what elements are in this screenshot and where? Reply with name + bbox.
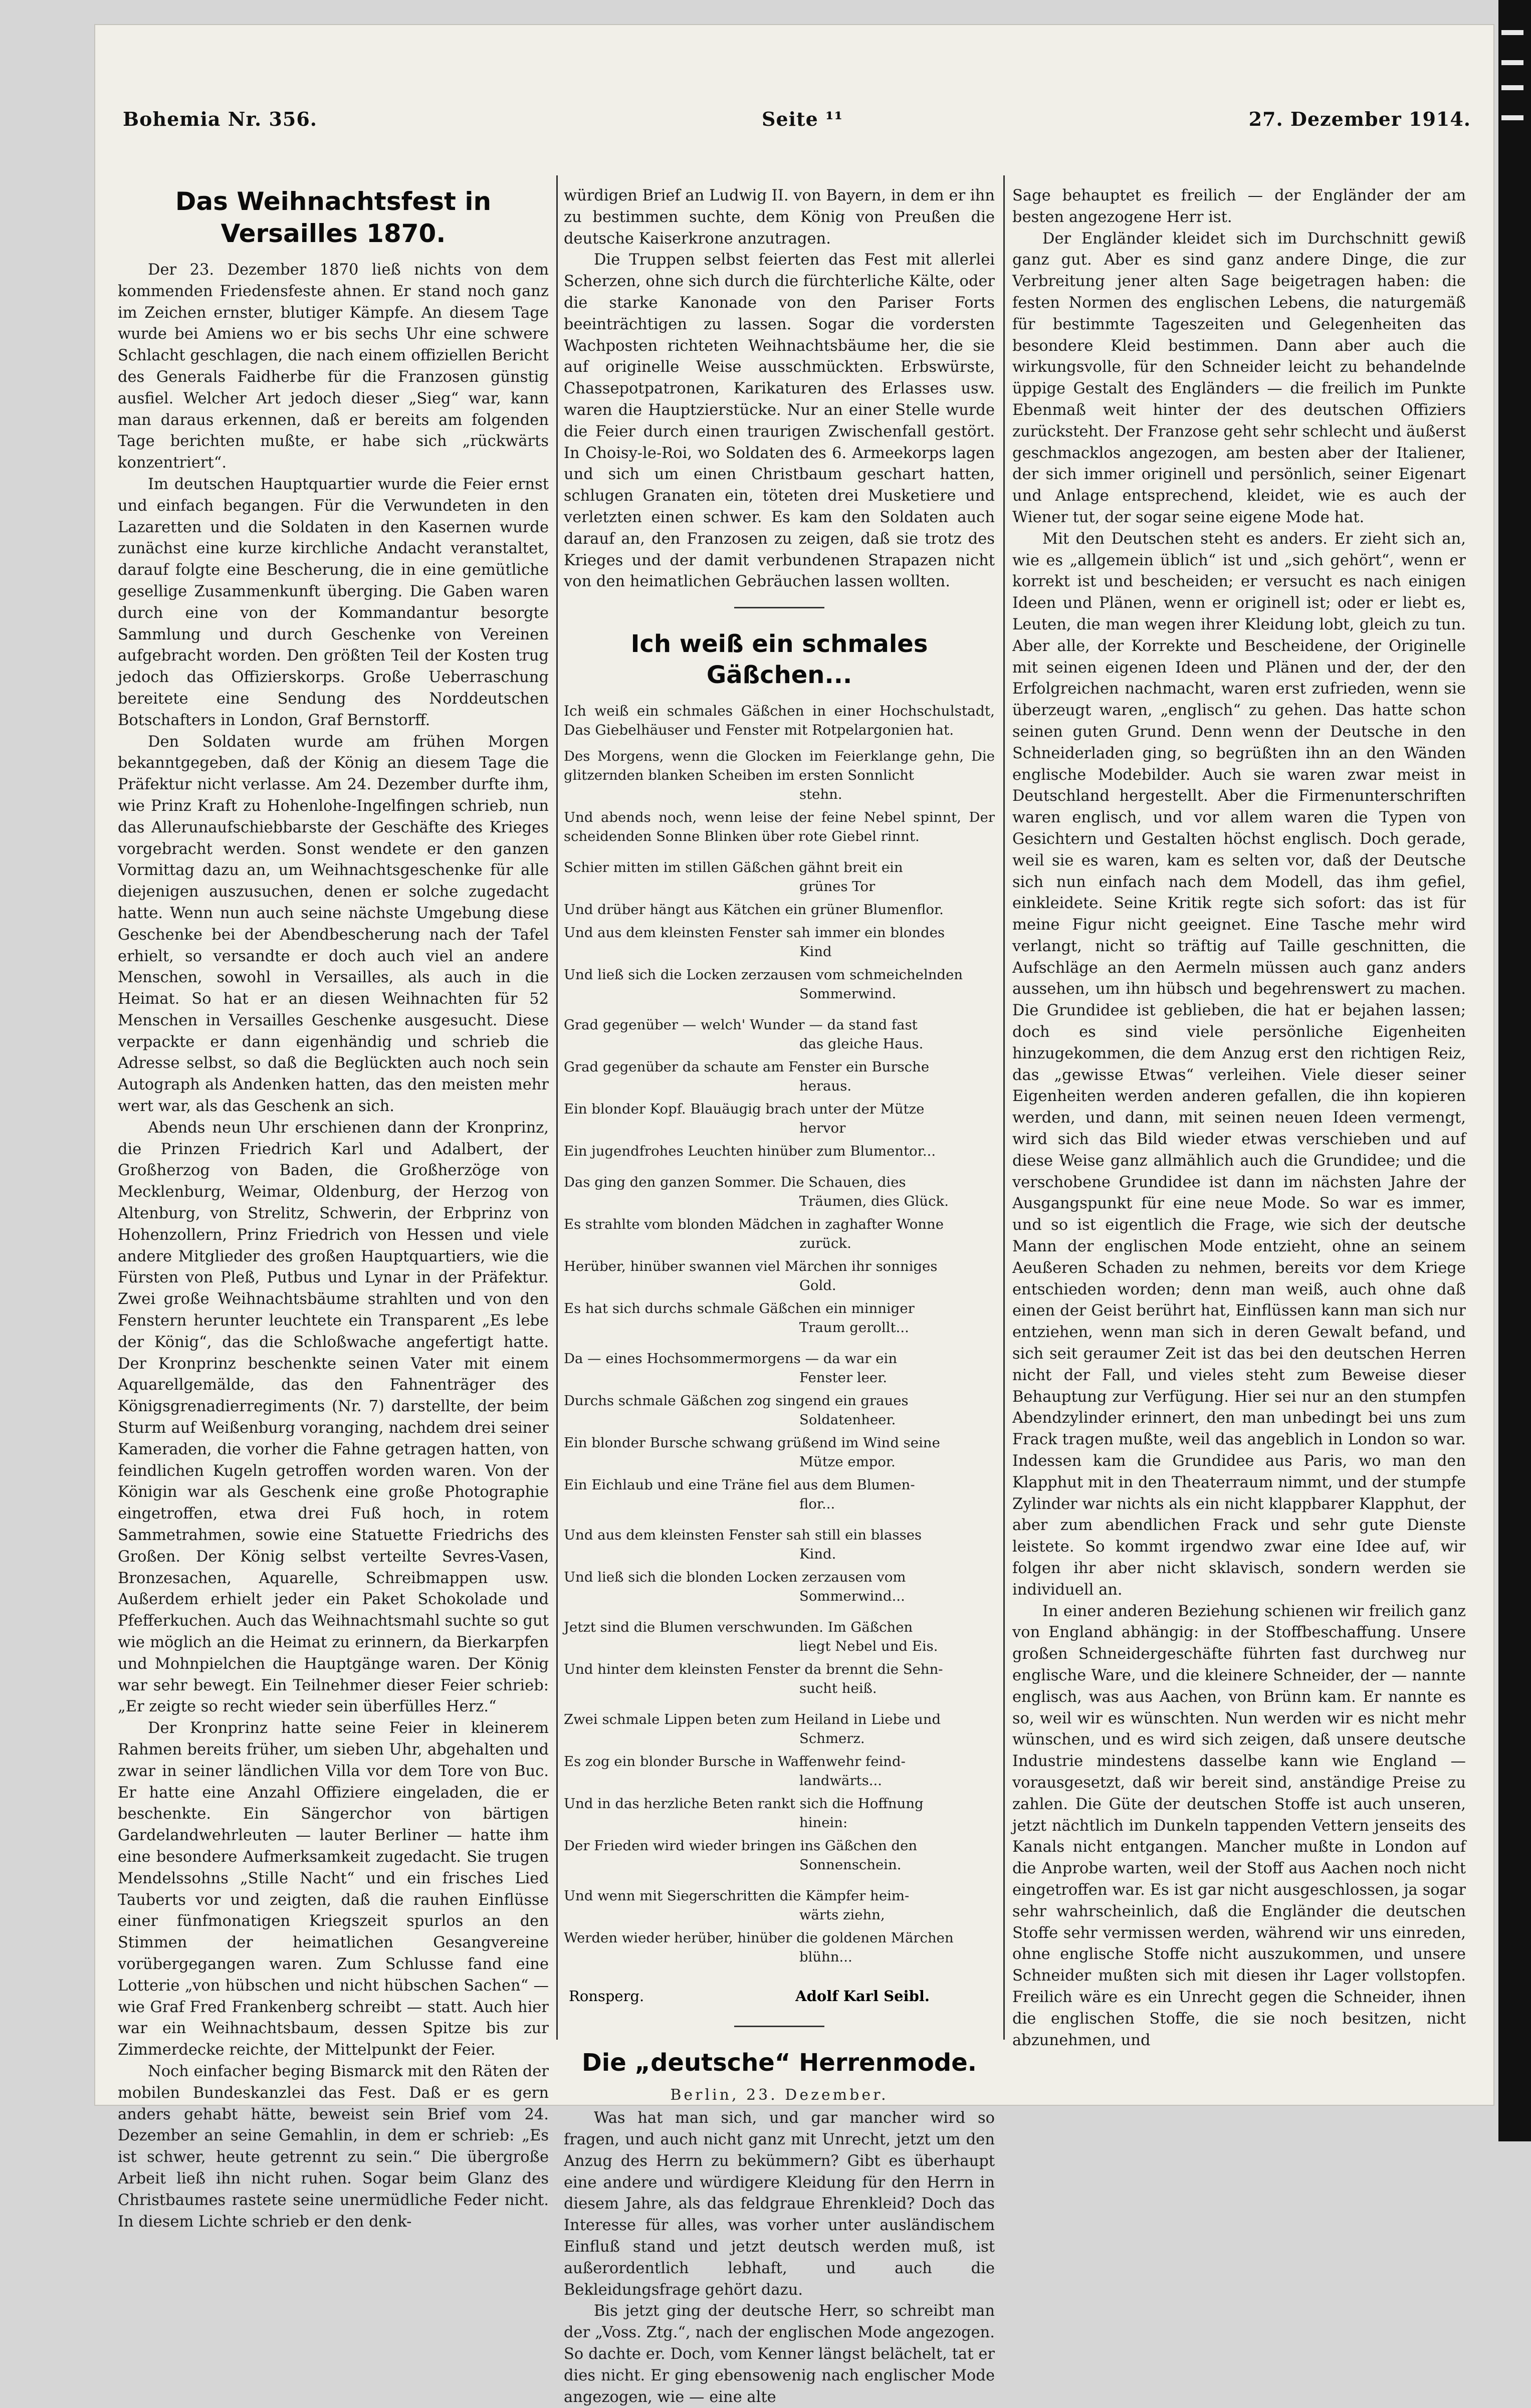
page-number: Seite ¹¹	[762, 108, 843, 130]
column-rule-right	[1003, 175, 1005, 2040]
poem-line-continuation: Gold.	[799, 1277, 836, 1294]
poem-line	[564, 1752, 995, 1790]
poem-line	[564, 1015, 995, 1053]
poem-line-continuation: Kind.	[799, 1546, 836, 1563]
poem-line-continuation: Mütze empor.	[799, 1454, 896, 1470]
section-divider	[734, 607, 824, 608]
binding-edge	[1498, 0, 1531, 2141]
article-dateline: Berlin, 23. Dezember.	[670, 2086, 889, 2104]
poem-line-text: Es hat sich durchs schmale Gäßchen ein minniger	[564, 1300, 915, 1317]
poem-line-text: Und hinter dem kleinsten Fenster da brennt die Sehn-	[564, 1661, 943, 1678]
poem-line-continuation: Traum gerollt...	[799, 1320, 909, 1336]
poem-line-text: Ein jugendfrohes Leuchten hinüber zum Blumentor...	[564, 1143, 936, 1160]
poem-line	[564, 923, 995, 961]
poem-line-text: Herüber, hinüber swannen viel Märchen ihr sonniges	[564, 1258, 938, 1275]
poem-line-text: Grad gegenüber da schaute am Fenster ein Bursche	[564, 1059, 930, 1075]
poem-line-text: Und in das herzliche Beten rankt sich die Hoffnung	[564, 1796, 924, 1812]
poem-line-text: Und ließ sich die blonden Locken zerzausen vom	[564, 1569, 906, 1586]
publication-issue: Bohemia Nr. 356.	[123, 108, 318, 130]
issue-date: 27. Dezember 1914.	[1248, 108, 1471, 130]
poem-line	[564, 808, 995, 846]
stanza-break	[564, 1161, 995, 1169]
poem-line-text: Es strahlte vom blonden Mädchen in zaghafter Wonne	[564, 1216, 944, 1233]
article-body-weihnachtsfest	[118, 260, 549, 2233]
poem-line-continuation: wärts ziehn,	[799, 1907, 885, 1923]
poem-line	[564, 1660, 995, 1698]
poem-line	[564, 965, 995, 1003]
poem-line	[564, 1836, 995, 1874]
poem-line-continuation: sucht heiß.	[799, 1680, 877, 1697]
stanza-break	[564, 1874, 995, 1882]
poem-line-continuation: Soldatenheer.	[799, 1412, 896, 1428]
poem-line	[564, 1568, 995, 1606]
poem-line	[564, 1433, 995, 1471]
poem-signature	[564, 1988, 995, 2012]
poem-line-text: Zwei schmale Lippen beten zum Heiland in Liebe und	[564, 1711, 941, 1728]
poem-line	[564, 900, 995, 919]
paragraph: Der 23. Dezember 1870 ließ nichts von dem kommenden Friedensfeste ahnen. Er stand noch ganz im Zeichen ernster, blutiger Kämpfe. An diesem Tage wurde bei Amiens wo er bis sechs Uhr eine schwere Schlacht geschlagen, die nach einem offiziellen Bericht des Generals Faidherbe für die Franzosen günstig ausfiel. Welcher Art jedoch dieser „Sieg“ war, kann man daraus erkennen, daß er bereits am folgenden Tage berichten mußte, er habe sich „rückwärts konzentriert“.	[118, 261, 549, 472]
column-3	[1012, 185, 1466, 2051]
column-rule-left	[556, 175, 558, 2040]
poem-line-text: Durchs schmale Gäßchen zog singend ein graues	[564, 1393, 909, 1409]
poem-line-text: Ein blonder Bursche schwang grüßend im Wind seine	[564, 1435, 940, 1451]
poem-place: Ronsperg.	[569, 1988, 644, 2005]
newspaper-page	[95, 25, 1493, 2406]
paragraph: Der Kronprinz hatte seine Feier in kleinerem Rahmen bereits früher, um sieben Uhr, abgehalten und zwar in seiner ländlichen Villa vor dem Tore von Buc. Er hatte eine Anzahl Offiziere eingeladen, die er beschenkte. Ein Sängerchor von bärtigen Gardelandwehrleuten — lauter Berliner — hatte ihm eine besondere Aufmerksamkeit zugedacht. Sie trugen Mendelssohns „Stille Nacht“ und ein frisches Lied Tauberts vor und zeigten, daß die rauhen Einflüsse einer fünfmonatigen Kriegszeit spurlos an den Stimmen der heimatlichen Gesangvereine vorübergegangen waren. Zum Schlusse fand eine Lotterie „von hübschen und nicht hübschen Sachen“ — wie Graf Fred Frankenberg schreibt — statt. Auch hier war ein Weihnachtsbaum, dessen Spitze bis zur Zimmerdecke reichte, der Mittelpunkt der Feier.	[118, 1719, 549, 2059]
poem-line-text: Der Frieden wird wieder bringen ins Gäßchen den	[564, 1838, 918, 1854]
paragraph: Im deutschen Hauptquartier wurde die Feier ernst und einfach begangen. Für die Verwundeten in den Lazaretten und die Soldaten in den Kasernen wurde zunächst eine kurze kirchliche Andacht veranstaltet, darauf folgte eine Bescherung, die in eine gemütliche gesellige Zusammenkunft überging. Die Gaben waren durch eine von der Kommandantur besorgte Sammlung und durch Geschenke von Vereinen aufgebracht worden. Den größten Teil der Kosten trug jedoch das Offizierskorps. Große Ueberraschung bereitete eine Sendung des Norddeutschen Botschafters in London, Graf Bernstorff.	[118, 475, 549, 729]
poem-line-continuation: heraus.	[799, 1078, 852, 1094]
poem-line-continuation: Sommerwind...	[799, 1588, 905, 1605]
poem-line	[564, 1299, 995, 1337]
poem-line	[564, 1525, 995, 1564]
stanza-break	[564, 1337, 995, 1345]
poem-line	[564, 1100, 995, 1138]
binding-mark	[1501, 30, 1523, 35]
poem-line	[564, 1257, 995, 1295]
poem-line-continuation: flor...	[799, 1496, 835, 1512]
article-continuation-weihnachtsfest	[564, 185, 995, 593]
poem-line-continuation: zurück.	[799, 1235, 851, 1252]
stanza-break	[564, 1698, 995, 1706]
poem-line-continuation: Schmerz.	[799, 1730, 865, 1747]
section-divider	[734, 2026, 824, 2027]
paragraph: Bis jetzt ging der deutsche Herr, so schreibt man der „Voss. Ztg.“, nach der englischen Mode angezogen. So dachte er. Doch, vom Kenner längst belächelt, tat er dies nicht. Er ging ebensowenig nach englischer Mode angezogen, wie — eine alte	[564, 2302, 995, 2406]
poem-line-continuation: landwärts...	[799, 1773, 882, 1789]
poem-line-continuation: stehn.	[799, 786, 842, 803]
poem-line-continuation: Sommerwind.	[799, 986, 897, 1002]
paragraph: Die Truppen selbst feierten das Fest mit allerlei Scherzen, ohne sich durch die fürchterliche Kälte, oder die starke Kanonade von den Pariser Forts beeinträchtigen zu lassen. Sogar die vordersten Wachposten richteten Weihnachtsbäume her, die sie auf originelle Weise ausschmückten. Erbswürste, Chassepotpatronen, Karikaturen des Erlasses usw. waren die Hauptzierstücke. Nur an einer Stelle wurde die Feier durch einen traurigen Zwischenfall gestört. In Choisy-le-Roi, wo Soldaten des 6. Armeekorps lagen und sich um einen Christbaum geschart hatten, schlugen Granaten ein, töteten drei Musketiere und verletzten einen schwer. Es kam den Soldaten auch darauf an, den Franzosen zu zeigen, daß sie trotz des Krieges und der damit verbundenen Strapazen nicht von den heimatlichen Gebräuchen lassen wollten.	[564, 251, 995, 591]
poem-line	[564, 1215, 995, 1253]
binding-mark	[1501, 115, 1523, 120]
poem-line	[564, 747, 995, 804]
poem-line-text: Und ließ sich die Locken zerzausen vom schmeichelnden	[564, 967, 963, 983]
poem-line-text: Da — eines Hochsommermorgens — da war ein	[564, 1351, 898, 1367]
stanza-break	[564, 1606, 995, 1614]
poem-line	[564, 1794, 995, 1832]
paragraph: Was hat man sich, und gar mancher wird so fragen, und auch nicht ganz mit Unrecht, jetzt um den Anzug des Herrn zu bekümmern? Gibt es überhaupt eine andere und würdigere Kleidung für den Herrn in diesem Jahre, als das feldgraue Ehrenkleid? Doch das Interesse für alles, was vorher unter ausländischem Einfluß stand und jetzt deutsch werden muß, ist außerordentlich lebhaft, und auch die Bekleidungsfrage gehört dazu.	[564, 2109, 995, 2299]
poem-line-continuation: hervor	[799, 1120, 846, 1137]
poem-line	[564, 1618, 995, 1656]
poem-line-text: Es zog ein blonder Bursche in Waffenwehr feind-	[564, 1754, 906, 1770]
poem-author: Adolf Karl Seibl.	[795, 1988, 930, 2005]
paragraph: In einer anderen Beziehung schienen wir freilich ganz von England abhängig: in der Stoffbeschaffung. Unsere großen Schneidergeschäfte führten fast durchweg nur englische Ware, und die kleinere Schneider, der — nannte englisch, was aus Aachen, von Brünn kam. Er nannte es so, weil wir es wünschten. Nun werden wir es nicht mehr wünschen, und es wird sich zeigen, daß unsere deutsche Industrie mindestens dasselbe kann wie England — vorausgesetzt, daß wir bereit sind, anständige Preise zu zahlen. Die Güte der deutschen Stoffe ist auch unseren, jetzt nächtlich im Dunkeln tappenden Vettern jenseits des Kanals nicht entgangen. Mancher mußte in London auf die Anprobe warten, weil der Stoff aus Aachen noch nicht eingetroffen war. Es ist gar nicht ausgeschlossen, ja sogar sehr wahrscheinlich, daß die Engländer die deutschen Stoffe sehr vermissen werden, während wir uns einreden, ohne englische Stoffe nicht auszukommen, und unsere Schneider mußten sich mit diesen ihr Lager vollstopfen. Freilich wäre es ein Unrecht gegen die Schneider, ihnen die englischen Stoffe, die sie noch besitzen, nicht abzunehmen, und	[1012, 1602, 1466, 2049]
poem-line-text: Ein Eichlaub und eine Träne fiel aus dem Blumen-	[564, 1477, 915, 1493]
article-body-herrenmode	[564, 2108, 995, 2408]
poem-line-text: Und aus dem kleinsten Fenster sah immer ein blondes	[564, 925, 945, 941]
poem-line	[564, 1142, 995, 1161]
poem-line	[564, 1475, 995, 1513]
poem-line	[564, 858, 995, 896]
poem-line-continuation: Träumen, dies Glück.	[799, 1193, 949, 1210]
article-continuation-herrenmode	[1012, 185, 1466, 2051]
stanza-break	[564, 846, 995, 854]
poem-line-continuation: liegt Nebel und Eis.	[799, 1638, 938, 1655]
poem-line	[564, 1173, 995, 1211]
poem-line-continuation: Fenster leer.	[799, 1370, 888, 1386]
poem-line-continuation: das gleiche Haus.	[799, 1036, 924, 1052]
stanza-break	[564, 1966, 995, 1975]
binding-mark	[1501, 60, 1523, 65]
poem-line-continuation: Kind	[799, 944, 832, 960]
stanza-break	[564, 1513, 995, 1521]
poem-line-text: Des Morgens, wenn die Glocken im Feierklange gehn, Die glitzernden blanken Scheiben im ersten Sonnlicht	[564, 748, 995, 784]
poem-line-continuation: blühn...	[799, 1949, 852, 1965]
paragraph: Den Soldaten wurde am frühen Morgen bekanntgegeben, daß der König an diesem Tage die Präfektur nicht verlasse. Am 24. Dezember durfte ihm, wie Prinz Kraft zu Hohenlohe-Ingelfingen schrieb, nun das Allerunaufschiebbarste der Geschäfte des Krieges vorgebracht werden. Sonst wendete er den ganzen Vormittag dazu an, um Weihnachtsgeschenke für alle diejenigen auszusuchen, denen er solche zugedacht hatte. Wenn nun auch seine nächste Umgebung diese Geschenke bei der Abendbescherung nach der Tafel erhielt, so versandte er doch auch viel an andere Menschen, sowohl in Versailles, als auch in die Heimat. So hat er an diesen Weihnachten für 52 Menschen in Versailles Geschenke ausgesucht. Diese verpackte er dann eigenhändig und schrieb die Adresse selbst, so daß die Beglückten auch noch sein Autograph als Andenken hatten, das den meisten mehr wert war, als das Geschenk an sich.	[118, 733, 549, 1116]
poem-line-text: Schier mitten im stillen Gäßchen gähnt breit ein	[564, 859, 903, 876]
article-title-weihnachtsfest: Das Weihnachtsfest in Versailles 1870.	[175, 187, 492, 248]
poem-line-text: Und wenn mit Siegerschritten die Kämpfer heim-	[564, 1888, 910, 1904]
paragraph: Der Engländer kleidet sich im Durchschnitt gewiß ganz gut. Aber es sind ganz andere Dinge, die zur Verbreitung jener alten Sage beigetragen haben: die festen Normen des englischen Lebens, die naturgemäß für bestimmte Tageszeiten und Gelegenheiten das besondere Kleid bestimmen. Dann aber auch die wirkungsvolle, für den Schneider leicht zu behandelnde üppige Gestalt des Engländers — die freilich im Punkte Ebenmaß weit hinter der des deutschen Offiziers zurücksteht. Der Franzose geht sehr schlecht und äußerst geschmacklos angezogen, am besten aber der Italiener, der sich immer originell und persönlich, seiner Eigenart und Anlage entsprechend, kleidet, wie es auch der Wiener tut, der sogar seine eigene Mode hat.	[1012, 230, 1466, 526]
poem-line	[564, 1928, 995, 1966]
article-title-herrenmode: Die „deutsche“ Herrenmode.	[581, 2049, 977, 2077]
poem-line	[564, 1349, 995, 1387]
column-1	[118, 185, 549, 2233]
poem-line-text: Das ging den ganzen Sommer. Die Schauen, dies	[564, 1174, 906, 1191]
stanza-break	[564, 1003, 995, 1011]
poem-line-text: Werden wieder herüber, hinüber die goldenen Märchen	[564, 1930, 954, 1946]
poem-body	[564, 747, 995, 1975]
binding-mark	[1501, 85, 1523, 90]
paragraph: Abends neun Uhr erschienen dann der Kronprinz, die Prinzen Friedrich Karl und Adalbert, der Großherzog von Baden, die Großherzöge von Mecklenburg, Weimar, Oldenburg, der Herzog von Altenburg, von Strelitz, Schwerin, der Erbprinz von Hohenzollern, Prinz Friedrich von Hessen und viele andere Mitglieder des großen Hauptquartiers, wie die Fürsten von Pleß, Putbus und Lynar in der Präfektur. Zwei große Weihnachtsbäume strahlten und von den Fenstern herunter leuchtete ein Transparent „Es lebe der König“, das die Schloßwache angefertigt hatte. Der Kronprinz beschenkte seinen Vater mit einem Aquarellgemälde, das den Fahnenträger des Königsgrenadierregiments (Nr. 7) darstellte, der beim Sturm auf Weißenburg voranging, nachdem drei seiner Kameraden, die vorher die Fahne getragen hatten, von feindlichen Kugeln getroffen worden waren. Von der Königin war als Geschenk eine große Photographie eingetroffen, etwa drei Fuß hoch, in rotem Sammetrahmen, sowie eine Statuette Friedrichs des Großen. Der König selbst verteilte Sevres-Vasen, Bronzesachen, Aquarelle, Schreibmappen usw. Außerdem erhielt jeder ein Paket Schokolade und Pfefferkuchen. Auch das Weihnachtsmahl suchte so gut wie möglich an die Heimat zu erinnern, da Bierkarpfen und Mohnpielchen die Hauptgänge waren. Der König war sehr bewegt. Ein Teilnehmer dieser Feier schrieb: „Er zeigte so recht wieder sein überfülles Herz.“	[118, 1119, 549, 1716]
poem-line-text: Jetzt sind die Blumen verschwunden. Im Gäßchen	[564, 1619, 913, 1636]
poem-title: Ich weiß ein schmales Gäßchen...	[630, 630, 928, 690]
poem-line-text: Ein blonder Kopf. Blauäugig brach unter der Mütze	[564, 1101, 925, 1118]
column-2	[564, 185, 995, 2408]
paragraph: Noch einfacher beging Bismarck mit den Räten der mobilen Bundeskanzlei das Fest. Daß er es gern anders gehabt hätte, beweist sein Brief vom 24. Dezember an seine Gemahlin, in dem er schrieb: „Es ist schwer, heute getrennt zu sein.“ Die übergroße Arbeit ließ ihn nicht ruhen. Sogar beim Glanz des Christbaumes rastete seine unermüdliche Feder nicht. In diesem Lichte schrieb er den denk-	[118, 2062, 549, 2231]
poem-line-text: Grad gegenüber — welch' Wunder — da stand fast	[564, 1017, 918, 1033]
poem-line	[564, 1391, 995, 1429]
paragraph: würdigen Brief an Ludwig II. von Bayern, in dem er ihn zu bestimmen suchte, dem König von Preußen die deutsche Kaiserkrone anzutragen.	[564, 187, 995, 248]
poem-line	[564, 1710, 995, 1748]
poem-line	[564, 1057, 995, 1096]
paragraph: Mit den Deutschen steht es anders. Er zieht sich an, wie es „allgemein üblich“ ist und „sich gehört“, wenn er korrekt ist und bescheiden; er versucht es nach einigen Ideen und Plänen, wenn er originell ist; oder er liebt es, Leuten, die man wegen ihrer Kleidung lobt, gleich zu tun. Aber alle, der Korrekte und Bescheidene, der Originelle mit seinen eigenen Ideen und Plänen und der, der den Erfolgreichen nachmacht, waren erst zufrieden, wenn sie überzeugt waren, „englisch“ zu gehen. Das hatte schon seinen guten Grund. Denn wenn der Deutsche in den Schneiderladen ging, so begrüßten ihn an den Wänden englische Modebilder. Auch sie waren zwar meist in Deutschland hergestellt. Aber die Firmenunterschriften waren englisch, und vor allem waren die Typen von Gesichtern und Gestalten höchst englisch. Doch gerade, weil sie es waren, kam es selten vor, daß der Deutsche sich nun einfach nach dem Modell, das ihm gefiel, einkleidete. Seine Kritik regte sich sofort: das ist für meine Figur nicht geeignet. Eine Tasche mehr wird verlangt, nicht so träftig auf Taille geschnitten, die Aufschläge an den Aermeln müssen auch ganz anders aussehen, um ihn hübsch und begehrenswert zu machen. Die Grundidee ist geblieben, die hat er bejahen lassen; doch es sind viele persönliche Eigenheiten hinzugekommen, die dem Anzug erst den richtigen Reiz, das „gewisse Etwas“ verleihen. Viele dieser seiner Eigenheiten werden anderen gefallen, die ihn kopieren werden, und dann, mit seinen neuen Ideen vermengt, wird sich das Bild wieder etwas verschieben und auf diese Weise ganz allmählich auch die Grundidee; und die verschobene Grundidee ist dann im nächsten Jahre der Ausgangspunkt für eine neue Mode. So war es immer, und so ist eigentlich die Frage, wie sich der deutsche Mann der englischen Mode entzieht, ohne an seinem Aeußeren Schaden zu nehmen, bereits vor dem Kriege entschieden worden; denn man weiß, auch ohne daß einen der Geist berührt hat, Einflüssen kann man sich nur entziehen, wenn man sich in deren Gewalt befand, und sich seit geraumer Zeit ist das bei den deutschen Herren nicht der Fall, und vieles steht zum Beweise dieser Behauptung zur Verfügung. Hier sei nur an den stumpfen Abendzylinder erinnert, den man unbedingt bei uns zum Frack tragen mußte, weil das angeblich in London so war. Indessen kam die Grundidee aus Paris, wo man den Klapphut mit in den Theaterraum nimmt, und der stumpfe Zylinder war nichts als ein nicht klappbarer Klapphut, der aber zum abendlichen Frack und sehr gute Dienste leistete. So kommt irgendwo zwar eine Idee auf, wir folgen ihr aber nicht sklavisch, sondern werden sie individuell an.	[1012, 530, 1466, 1599]
poem-line-continuation: grünes Tor	[799, 879, 876, 895]
poem-line-continuation: Sonnenschein.	[799, 1857, 902, 1873]
poem-line-text: Und drüber hängt aus Kätchen ein grüner Blumenflor.	[564, 902, 944, 918]
poem-line-continuation: hinein:	[799, 1815, 848, 1831]
poem-intro: Ich weiß ein schmales Gäßchen in einer Hochschulstadt, Das Giebelhäuser und Fenster mit Rotpelargonien hat.	[564, 703, 995, 739]
poem-line	[564, 1886, 995, 1924]
page-header	[123, 108, 1471, 143]
poem-line-text: Und aus dem kleinsten Fenster sah still ein blasses	[564, 1527, 922, 1544]
poem-line-text: Und abends noch, wenn leise der feine Nebel spinnt, Der scheidenden Sonne Blinken über rote Giebel rinnt.	[564, 809, 995, 845]
paragraph: Sage behauptet es freilich — der Engländer der am besten angezogene Herr ist.	[1012, 187, 1466, 226]
